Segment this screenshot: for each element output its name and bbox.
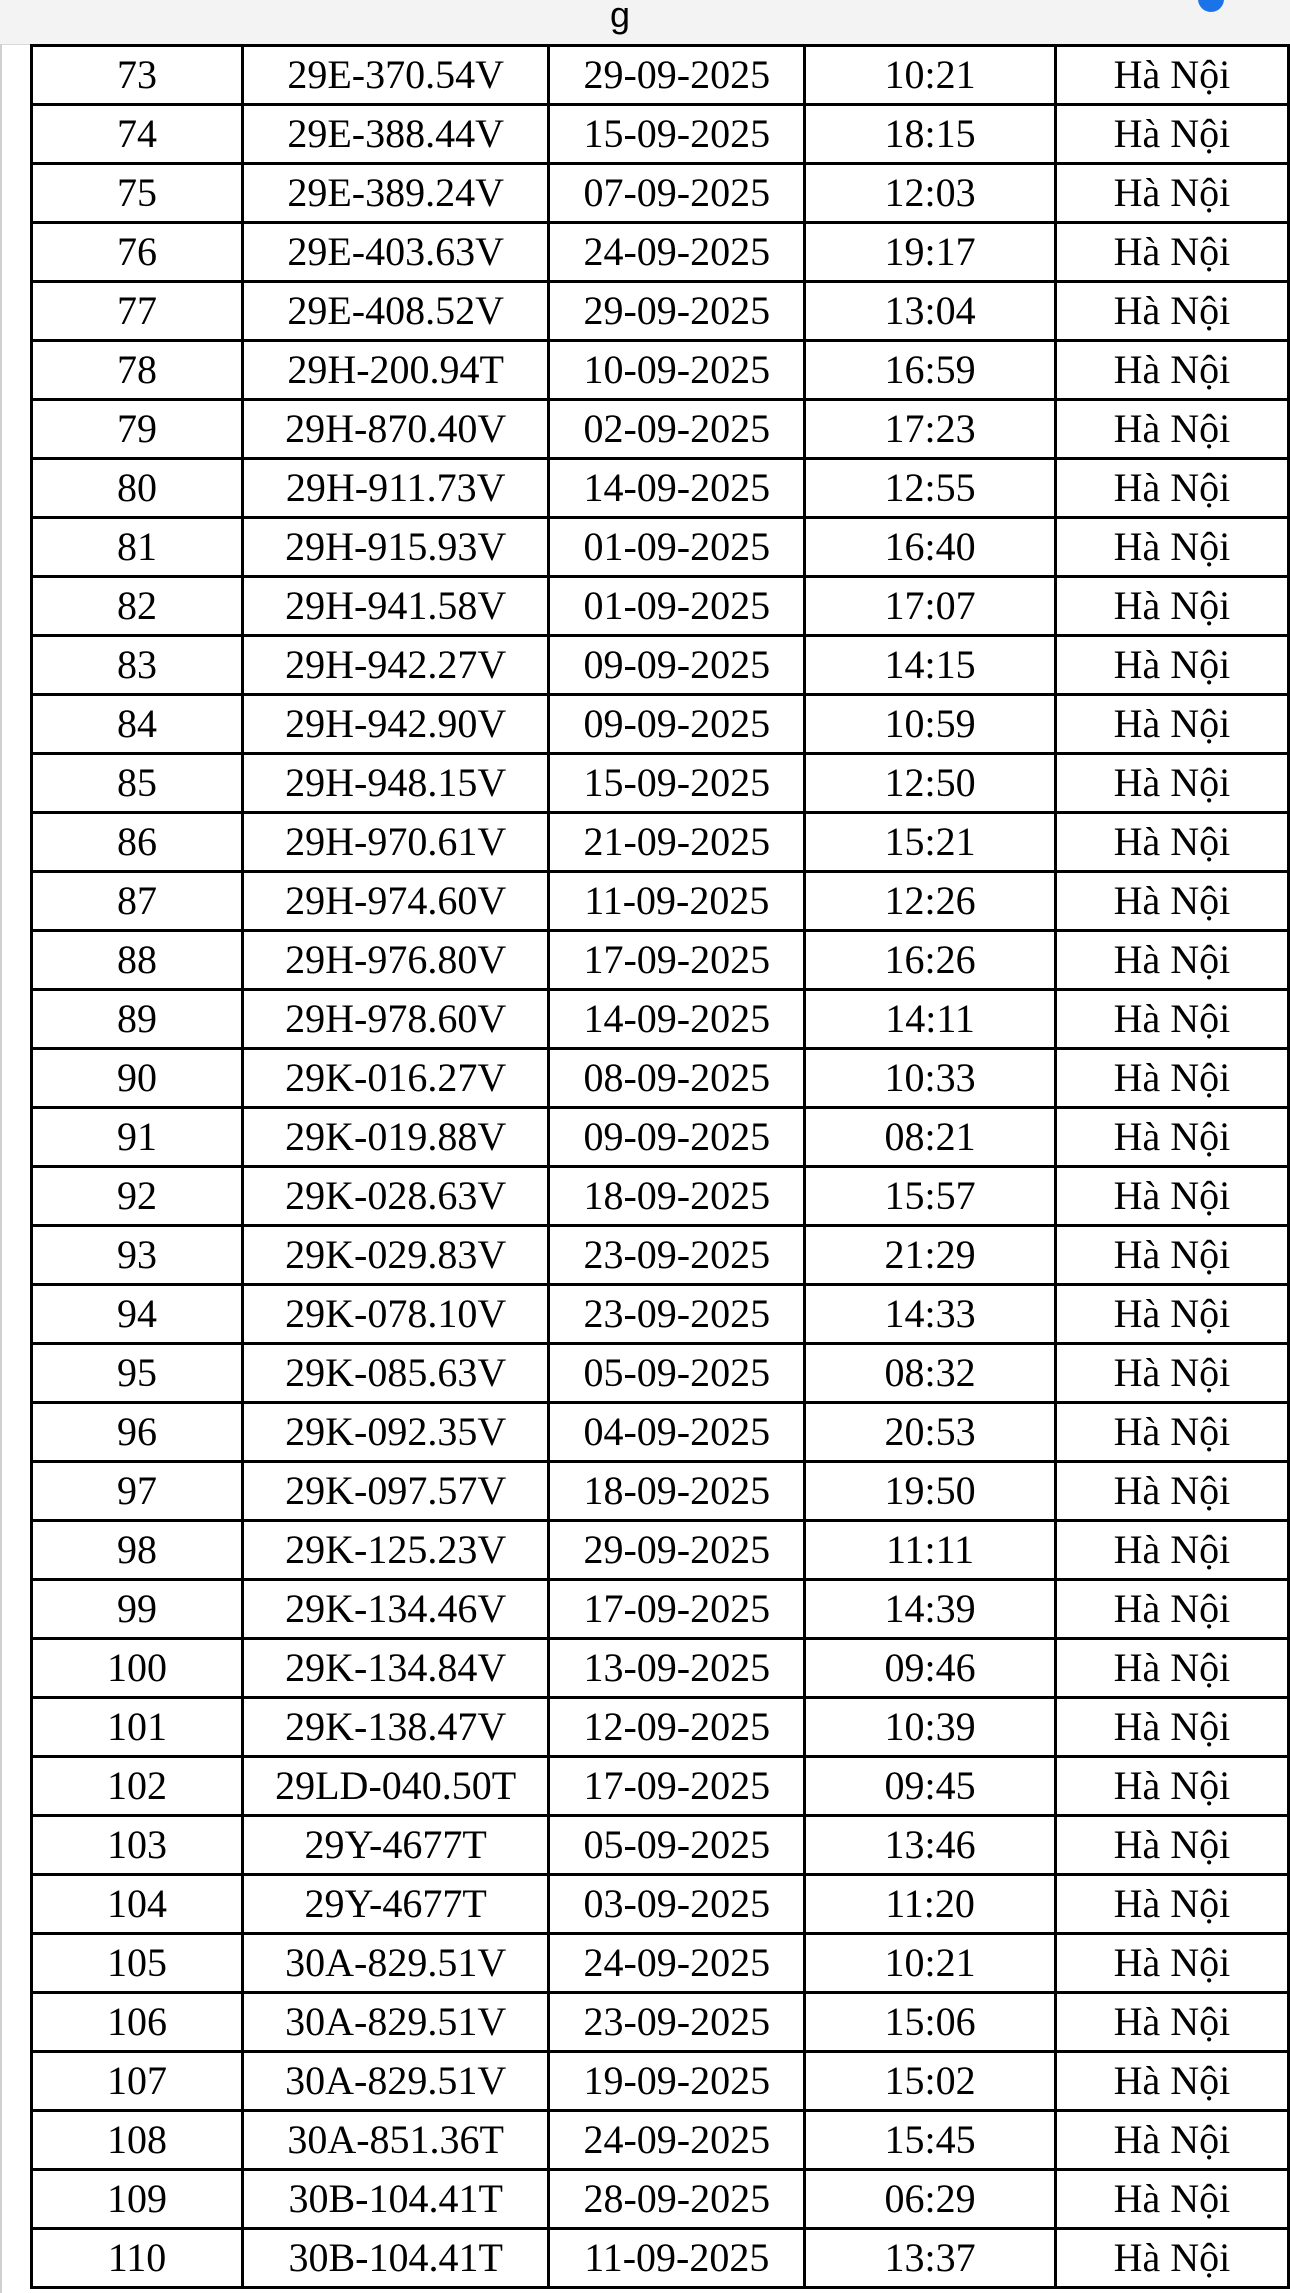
date-cell: 23-09-2025 (549, 1226, 805, 1285)
date-cell: 07-09-2025 (549, 164, 805, 223)
row-number-cell: 84 (32, 695, 243, 754)
date-cell: 13-09-2025 (549, 1639, 805, 1698)
time-cell: 17:07 (805, 577, 1056, 636)
license-plate-cell: 30A-829.51V (243, 2052, 549, 2111)
date-cell: 29-09-2025 (549, 46, 805, 105)
location-cell: Hà Nội (1055, 990, 1288, 1049)
date-cell: 11-09-2025 (549, 2229, 805, 2288)
table-row (32, 990, 1289, 1049)
table-row (32, 1344, 1289, 1403)
date-cell: 24-09-2025 (549, 2111, 805, 2170)
location-cell: Hà Nội (1055, 1462, 1288, 1521)
location-cell: Hà Nội (1055, 872, 1288, 931)
row-number-cell: 86 (32, 813, 243, 872)
location-cell: Hà Nội (1055, 1816, 1288, 1875)
time-cell: 10:39 (805, 1698, 1056, 1757)
location-cell: Hà Nội (1055, 2111, 1288, 2170)
row-number-cell: 79 (32, 400, 243, 459)
row-number-cell: 92 (32, 1167, 243, 1226)
license-plate-cell: 29E-408.52V (243, 282, 549, 341)
table-row (32, 1462, 1289, 1521)
table-row (32, 341, 1289, 400)
table-row (32, 872, 1289, 931)
location-cell: Hà Nội (1055, 400, 1288, 459)
time-cell: 18:15 (805, 105, 1056, 164)
location-cell: Hà Nội (1055, 2052, 1288, 2111)
row-number-cell: 89 (32, 990, 243, 1049)
location-cell: Hà Nội (1055, 1993, 1288, 2052)
row-number-cell: 73 (32, 46, 243, 105)
date-cell: 05-09-2025 (549, 1816, 805, 1875)
table-row (32, 1816, 1289, 1875)
row-number-cell: 97 (32, 1462, 243, 1521)
time-cell: 10:21 (805, 1934, 1056, 1993)
date-cell: 01-09-2025 (549, 518, 805, 577)
table-row (32, 46, 1289, 105)
table-row (32, 518, 1289, 577)
location-cell: Hà Nội (1055, 1934, 1288, 1993)
date-cell: 17-09-2025 (549, 1757, 805, 1816)
date-cell: 08-09-2025 (549, 1049, 805, 1108)
location-cell: Hà Nội (1055, 754, 1288, 813)
row-number-cell: 98 (32, 1521, 243, 1580)
row-number-cell: 85 (32, 754, 243, 813)
table-row (32, 1049, 1289, 1108)
location-cell: Hà Nội (1055, 1639, 1288, 1698)
table-row (32, 2229, 1289, 2288)
time-cell: 15:06 (805, 1993, 1056, 2052)
license-plate-cell: 29LD-040.50T (243, 1757, 549, 1816)
date-cell: 05-09-2025 (549, 1344, 805, 1403)
time-cell: 10:21 (805, 46, 1056, 105)
time-cell: 10:33 (805, 1049, 1056, 1108)
license-plate-cell: 29H-911.73V (243, 459, 549, 518)
row-number-cell: 108 (32, 2111, 243, 2170)
location-cell: Hà Nội (1055, 164, 1288, 223)
row-number-cell: 91 (32, 1108, 243, 1167)
date-cell: 02-09-2025 (549, 400, 805, 459)
time-cell: 09:45 (805, 1757, 1056, 1816)
time-cell: 14:15 (805, 636, 1056, 695)
license-plate-cell: 30A-851.36T (243, 2111, 549, 2170)
date-cell: 10-09-2025 (549, 341, 805, 400)
time-cell: 11:20 (805, 1875, 1056, 1934)
row-number-cell: 105 (32, 1934, 243, 1993)
location-cell: Hà Nội (1055, 1167, 1288, 1226)
location-cell: Hà Nội (1055, 223, 1288, 282)
date-cell: 09-09-2025 (549, 636, 805, 695)
location-cell: Hà Nội (1055, 1108, 1288, 1167)
time-cell: 12:03 (805, 164, 1056, 223)
license-plate-cell: 29H-970.61V (243, 813, 549, 872)
license-plate-cell: 29K-078.10V (243, 1285, 549, 1344)
row-number-cell: 103 (32, 1816, 243, 1875)
table-row (32, 1285, 1289, 1344)
row-number-cell: 95 (32, 1344, 243, 1403)
row-number-cell: 76 (32, 223, 243, 282)
table-row (32, 400, 1289, 459)
location-cell: Hà Nội (1055, 1049, 1288, 1108)
table-row (32, 282, 1289, 341)
time-cell: 15:02 (805, 2052, 1056, 2111)
time-cell: 15:45 (805, 2111, 1056, 2170)
row-number-cell: 82 (32, 577, 243, 636)
location-cell: Hà Nội (1055, 1757, 1288, 1816)
location-cell: Hà Nội (1055, 931, 1288, 990)
table-body (32, 46, 1289, 2288)
table-row (32, 1167, 1289, 1226)
license-plate-cell: 29K-029.83V (243, 1226, 549, 1285)
license-plate-cell: 29H-200.94T (243, 341, 549, 400)
date-cell: 29-09-2025 (549, 282, 805, 341)
table-row (32, 813, 1289, 872)
date-cell: 18-09-2025 (549, 1167, 805, 1226)
license-plate-cell: 29E-388.44V (243, 105, 549, 164)
table-row (32, 1639, 1289, 1698)
row-number-cell: 104 (32, 1875, 243, 1934)
date-cell: 14-09-2025 (549, 990, 805, 1049)
row-number-cell: 101 (32, 1698, 243, 1757)
violation-table (30, 44, 1290, 2289)
license-plate-cell: 29H-942.27V (243, 636, 549, 695)
date-cell: 28-09-2025 (549, 2170, 805, 2229)
date-cell: 17-09-2025 (549, 931, 805, 990)
table-row (32, 1698, 1289, 1757)
time-cell: 20:53 (805, 1403, 1056, 1462)
date-cell: 29-09-2025 (549, 1521, 805, 1580)
date-cell: 24-09-2025 (549, 1934, 805, 1993)
location-cell: Hà Nội (1055, 518, 1288, 577)
date-cell: 14-09-2025 (549, 459, 805, 518)
date-cell: 15-09-2025 (549, 105, 805, 164)
time-cell: 08:21 (805, 1108, 1056, 1167)
location-cell: Hà Nội (1055, 813, 1288, 872)
row-number-cell: 81 (32, 518, 243, 577)
time-cell: 16:59 (805, 341, 1056, 400)
date-cell: 18-09-2025 (549, 1462, 805, 1521)
license-plate-cell: 29E-403.63V (243, 223, 549, 282)
table-row (32, 105, 1289, 164)
row-number-cell: 110 (32, 2229, 243, 2288)
table-row (32, 1875, 1289, 1934)
license-plate-cell: 29H-941.58V (243, 577, 549, 636)
row-number-cell: 80 (32, 459, 243, 518)
time-cell: 13:46 (805, 1816, 1056, 1875)
row-number-cell: 87 (32, 872, 243, 931)
row-number-cell: 90 (32, 1049, 243, 1108)
license-plate-cell: 30A-829.51V (243, 1934, 549, 1993)
table-row (32, 2170, 1289, 2229)
date-cell: 15-09-2025 (549, 754, 805, 813)
time-cell: 19:50 (805, 1462, 1056, 1521)
location-cell: Hà Nội (1055, 282, 1288, 341)
date-cell: 17-09-2025 (549, 1580, 805, 1639)
time-cell: 12:55 (805, 459, 1056, 518)
date-cell: 01-09-2025 (549, 577, 805, 636)
license-plate-cell: 29K-125.23V (243, 1521, 549, 1580)
time-cell: 08:32 (805, 1344, 1056, 1403)
location-cell: Hà Nội (1055, 1226, 1288, 1285)
license-plate-cell: 29Y-4677T (243, 1875, 549, 1934)
time-cell: 06:29 (805, 2170, 1056, 2229)
location-cell: Hà Nội (1055, 46, 1288, 105)
time-cell: 21:29 (805, 1226, 1056, 1285)
row-number-cell: 77 (32, 282, 243, 341)
license-plate-cell: 29K-019.88V (243, 1108, 549, 1167)
license-plate-cell: 29K-138.47V (243, 1698, 549, 1757)
table-row (32, 164, 1289, 223)
time-cell: 15:21 (805, 813, 1056, 872)
location-cell: Hà Nội (1055, 1344, 1288, 1403)
page-left-edge (0, 44, 2, 2293)
license-plate-cell: 29K-134.46V (243, 1580, 549, 1639)
table-row (32, 1521, 1289, 1580)
row-number-cell: 93 (32, 1226, 243, 1285)
license-plate-cell: 29E-370.54V (243, 46, 549, 105)
date-cell: 04-09-2025 (549, 1403, 805, 1462)
row-number-cell: 83 (32, 636, 243, 695)
location-cell: Hà Nội (1055, 341, 1288, 400)
time-cell: 12:50 (805, 754, 1056, 813)
row-number-cell: 94 (32, 1285, 243, 1344)
time-cell: 19:17 (805, 223, 1056, 282)
time-cell: 16:26 (805, 931, 1056, 990)
row-number-cell: 88 (32, 931, 243, 990)
time-cell: 13:37 (805, 2229, 1056, 2288)
license-plate-cell: 29Y-4677T (243, 1816, 549, 1875)
time-cell: 12:26 (805, 872, 1056, 931)
table-row (32, 636, 1289, 695)
table-row (32, 1934, 1289, 1993)
table-row (32, 577, 1289, 636)
date-cell: 03-09-2025 (549, 1875, 805, 1934)
top-toolbar (0, 0, 1290, 45)
time-cell: 14:33 (805, 1285, 1056, 1344)
table-row (32, 2111, 1289, 2170)
location-cell: Hà Nội (1055, 105, 1288, 164)
time-cell: 16:40 (805, 518, 1056, 577)
date-cell: 09-09-2025 (549, 695, 805, 754)
date-cell: 23-09-2025 (549, 1285, 805, 1344)
license-plate-cell: 29H-942.90V (243, 695, 549, 754)
time-cell: 14:39 (805, 1580, 1056, 1639)
date-cell: 21-09-2025 (549, 813, 805, 872)
location-cell: Hà Nội (1055, 636, 1288, 695)
time-cell: 10:59 (805, 695, 1056, 754)
row-number-cell: 106 (32, 1993, 243, 2052)
date-cell: 11-09-2025 (549, 872, 805, 931)
row-number-cell: 75 (32, 164, 243, 223)
row-number-cell: 107 (32, 2052, 243, 2111)
location-cell: Hà Nội (1055, 459, 1288, 518)
license-plate-cell: 29K-134.84V (243, 1639, 549, 1698)
license-plate-cell: 29K-016.27V (243, 1049, 549, 1108)
time-cell: 09:46 (805, 1639, 1056, 1698)
license-plate-cell: 29H-974.60V (243, 872, 549, 931)
license-plate-cell: 29E-389.24V (243, 164, 549, 223)
time-cell: 15:57 (805, 1167, 1056, 1226)
table-row (32, 931, 1289, 990)
time-cell: 13:04 (805, 282, 1056, 341)
license-plate-cell: 29H-915.93V (243, 518, 549, 577)
table-row (32, 1108, 1289, 1167)
location-cell: Hà Nội (1055, 1403, 1288, 1462)
location-cell: Hà Nội (1055, 1285, 1288, 1344)
table-row (32, 754, 1289, 813)
date-cell: 09-09-2025 (549, 1108, 805, 1167)
time-cell: 14:11 (805, 990, 1056, 1049)
location-cell: Hà Nội (1055, 1698, 1288, 1757)
accent-dot-icon (1198, 0, 1224, 12)
license-plate-cell: 29K-097.57V (243, 1462, 549, 1521)
time-cell: 17:23 (805, 400, 1056, 459)
location-cell: Hà Nội (1055, 1521, 1288, 1580)
table-row (32, 695, 1289, 754)
row-number-cell: 109 (32, 2170, 243, 2229)
license-plate-cell: 29H-976.80V (243, 931, 549, 990)
location-cell: Hà Nội (1055, 1875, 1288, 1934)
location-cell: Hà Nội (1055, 1580, 1288, 1639)
location-cell: Hà Nội (1055, 2170, 1288, 2229)
row-number-cell: 99 (32, 1580, 243, 1639)
license-plate-cell: 30B-104.41T (243, 2170, 549, 2229)
location-cell: Hà Nội (1055, 695, 1288, 754)
table-row (32, 1993, 1289, 2052)
header-partial-text: g (610, 0, 631, 35)
license-plate-cell: 30A-829.51V (243, 1993, 549, 2052)
location-cell: Hà Nội (1055, 577, 1288, 636)
date-cell: 12-09-2025 (549, 1698, 805, 1757)
license-plate-cell: 29K-028.63V (243, 1167, 549, 1226)
license-plate-cell: 29H-870.40V (243, 400, 549, 459)
row-number-cell: 102 (32, 1757, 243, 1816)
table-row (32, 223, 1289, 282)
license-plate-cell: 29K-085.63V (243, 1344, 549, 1403)
row-number-cell: 74 (32, 105, 243, 164)
location-cell: Hà Nội (1055, 2229, 1288, 2288)
table-row (32, 2052, 1289, 2111)
table-row (32, 459, 1289, 518)
license-plate-cell: 29K-092.35V (243, 1403, 549, 1462)
license-plate-cell: 29H-978.60V (243, 990, 549, 1049)
table-row (32, 1757, 1289, 1816)
time-cell: 11:11 (805, 1521, 1056, 1580)
date-cell: 24-09-2025 (549, 223, 805, 282)
row-number-cell: 96 (32, 1403, 243, 1462)
row-number-cell: 78 (32, 341, 243, 400)
license-plate-cell: 30B-104.41T (243, 2229, 549, 2288)
row-number-cell: 100 (32, 1639, 243, 1698)
table-row (32, 1580, 1289, 1639)
license-plate-cell: 29H-948.15V (243, 754, 549, 813)
date-cell: 19-09-2025 (549, 2052, 805, 2111)
table-row (32, 1403, 1289, 1462)
table-row (32, 1226, 1289, 1285)
date-cell: 23-09-2025 (549, 1993, 805, 2052)
